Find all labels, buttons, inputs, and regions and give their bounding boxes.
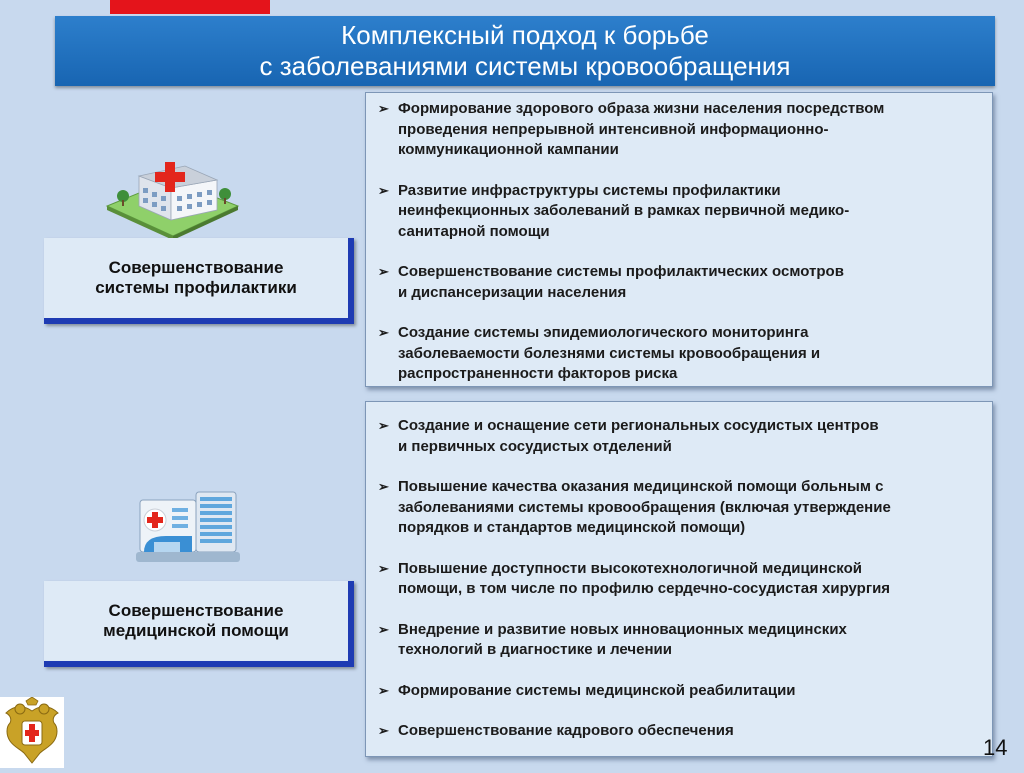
list-item (378, 721, 984, 742)
list-item-text: Создание и оснащение сети региональных сосудистых центров и первичных сосудистых отделений (398, 417, 879, 455)
medical-center-icon (136, 488, 240, 570)
prevention-measures-list (365, 92, 993, 387)
list-item-text: Внедрение и развитие новых инновационных медицинских технологий в диагностике и лечении (398, 620, 847, 658)
section-label-prevention: Совершенствование системы профилактики (44, 238, 354, 324)
list-item-text: Формирование системы медицинской реабилитации (398, 681, 796, 699)
list-item-text: Формирование здорового образа жизни населения посредством проведения непрерывной интенсивной информационно- коммуникационной кампании (398, 100, 885, 158)
bullet-arrow-icon: ➢ (378, 723, 389, 738)
hospital-building-icon (105, 158, 240, 240)
bullet-arrow-icon: ➢ (378, 101, 389, 116)
list-item (378, 620, 984, 661)
medical-care-measures-list (365, 401, 993, 757)
list-item (378, 262, 984, 303)
bullet-arrow-icon: ➢ (378, 418, 389, 433)
top-red-accent (110, 0, 270, 14)
bullet-arrow-icon: ➢ (378, 560, 389, 576)
slide-title-line-2: с заболеваниями системы кровообращения (259, 51, 791, 81)
slide-title (55, 16, 995, 86)
list-item-text: Повышение качества оказания медицинской помощи больным с заболеваниями системы кровообращения (включая утверждение порядков и стандартов медицинской помощи) (398, 478, 891, 536)
list-item (378, 181, 984, 243)
list-item (378, 99, 984, 161)
list-item-text: Повышение доступности высокотехнологичной медицинской помощи, в том числе по профилю сердечно-сосудистая хирургия (398, 559, 891, 597)
bullet-arrow-icon: ➢ (378, 479, 389, 494)
ministry-emblem (0, 697, 64, 768)
bullet-arrow-icon: ➢ (378, 621, 389, 637)
bullet-arrow-icon: ➢ (378, 325, 389, 340)
list-item-text: Развитие инфраструктуры системы профилактики неинфекционных заболеваний в рамках первичной медико- санитарной помощи (398, 181, 850, 240)
list-item-text: Создание системы эпидемиологического мониторинга заболеваемости болезнями системы кровообращения и распространенности факторов риска (398, 324, 821, 382)
bullet-arrow-icon: ➢ (378, 182, 389, 198)
slide-title-line-1: Комплексный подход к борьбе (341, 20, 709, 50)
list-item-text: Совершенствование кадрового обеспечения (398, 722, 734, 739)
list-item (378, 323, 984, 385)
emblem-eagle-icon (0, 697, 64, 768)
bullet-arrow-icon: ➢ (378, 264, 389, 279)
page-number: 14 (983, 735, 1008, 760)
section-label-medical-care: Совершенствование медицинской помощи (44, 581, 354, 667)
list-item (378, 477, 984, 539)
list-item (378, 681, 984, 702)
list-item (378, 559, 984, 600)
bullet-arrow-icon: ➢ (378, 682, 389, 698)
list-item-text: Совершенствование системы профилактических осмотров и диспансеризации населения (398, 263, 844, 301)
list-item (378, 416, 984, 457)
